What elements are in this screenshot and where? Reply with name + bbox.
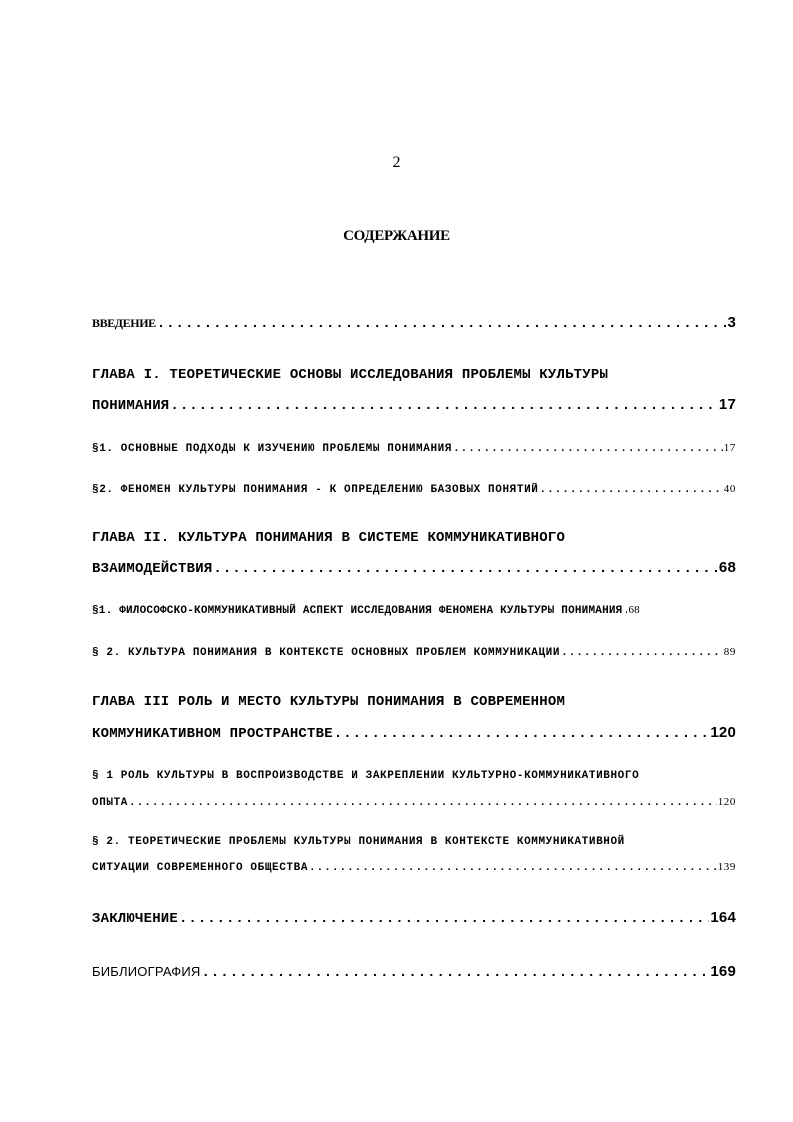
dot-leader (539, 484, 722, 496)
toc-section-3-1-line-1: § 1 РОЛЬ КУЛЬТУРЫ В ВОСПРОИЗВОДСТВЕ И ЗАКРЕПЛЕНИИ КУЛЬТУРНО-КОММУНИКАТИВНОГО (92, 770, 640, 782)
toc-entry-page: 3 (727, 314, 736, 331)
dot-leader (157, 316, 727, 332)
toc-section-2-1 (92, 604, 736, 617)
toc-chapter-2-line-1: ГЛАВА II. КУЛЬТУРА ПОНИМАНИЯ В СИСТЕМЕ КОММУНИКАТИВНОГО (92, 530, 566, 546)
toc-entry-page: 17 (718, 396, 736, 413)
toc-chapter-3-line-1: ГЛАВА III РОЛЬ И МЕСТО КУЛЬТУРЫ ПОНИМАНИЯ В СОВРЕМЕННОМ (92, 694, 566, 710)
toc-chapter-1-line-1: ГЛАВА I. ТЕОРЕТИЧЕСКИЕ ОСНОВЫ ИССЛЕДОВАНИЯ ПРОБЛЕМЫ КУЛЬТУРЫ (92, 367, 609, 383)
page-number: 2 (392, 154, 401, 171)
dot-leader (179, 911, 709, 927)
page-title: СОДЕРЖАНИЕ (343, 228, 450, 244)
toc-entry-bibliography (92, 963, 736, 981)
toc-entry-page: 89 (723, 646, 736, 658)
dot-leader (309, 862, 717, 874)
toc-section-3-2 (92, 861, 736, 874)
toc-entry-title: ПОНИМАНИЯ (92, 398, 170, 414)
toc-entry-title: ОПЫТА (92, 797, 129, 809)
dot-leader (170, 398, 717, 414)
toc-chapter-2 (92, 559, 736, 577)
toc-entry-page: 17 (723, 442, 736, 454)
toc-entry-title: КОММУНИКАТИВНОМ ПРОСТРАНСТВЕ (92, 726, 333, 742)
toc-chapter-1 (92, 396, 736, 414)
toc-entry-page: 169 (710, 963, 736, 980)
toc-entry-title: §1. ФИЛОСОФСКО-КОММУНИКАТИВНЫЙ АСПЕКТ ИССЛЕДОВАНИЯ ФЕНОМЕНА КУЛЬТУРЫ ПОНИМАНИЯ (92, 605, 623, 617)
dot-leader (202, 965, 710, 981)
toc-entry-title: §2. ФЕНОМЕН КУЛЬТУРЫ ПОНИМАНИЯ - К ОПРЕДЕЛЕНИЮ БАЗОВЫХ ПОНЯТИЙ (92, 484, 539, 496)
toc-entry-title: ВВЕДЕНИЕ (92, 316, 156, 330)
dot-leader (561, 647, 723, 659)
toc-chapter-3 (92, 724, 736, 742)
toc-entry-page: 68 (718, 559, 736, 576)
toc-section-2-2 (92, 646, 736, 659)
toc-entry-page: 40 (723, 483, 736, 495)
toc-entry-intro (92, 314, 736, 332)
toc-entry-page: 120 (717, 796, 736, 808)
toc-section-1-2 (92, 483, 736, 496)
toc-entry-page: 164 (710, 909, 736, 926)
toc-entry-page: 68 (628, 604, 640, 616)
dot-leader (213, 561, 717, 577)
toc-section-3-1 (92, 796, 736, 809)
toc-entry-title: §1. ОСНОВНЫЕ ПОДХОДЫ К ИЗУЧЕНИЮ ПРОБЛЕМЫ ПОНИМАНИЯ (92, 443, 453, 455)
toc-entry-page: 139 (717, 861, 736, 873)
dot-leader (334, 726, 710, 742)
toc-entry-title: ВЗАИМОДЕЙСТВИЯ (92, 561, 213, 577)
toc-entry-conclusion (92, 909, 736, 927)
toc-entry-title: БИБЛИОГРАФИЯ (92, 964, 201, 979)
toc-entry-page: 120 (710, 724, 736, 741)
toc-entry-title: § 2. КУЛЬТУРА ПОНИМАНИЯ В КОНТЕКСТЕ ОСНОВНЫХ ПРОБЛЕМ КОММУНИКАЦИИ (92, 647, 561, 659)
toc-entry-title: СИТУАЦИИ СОВРЕМЕННОГО ОБЩЕСТВА (92, 862, 309, 874)
dot-leader (453, 443, 723, 455)
dot-leader (623, 605, 627, 617)
dot-leader (129, 797, 717, 809)
toc-section-1-1 (92, 442, 736, 455)
toc-section-3-2-line-1: § 2. ТЕОРЕТИЧЕСКИЕ ПРОБЛЕМЫ КУЛЬТУРЫ ПОНИМАНИЯ В КОНТЕКСТЕ КОММУНИКАТИВНОЙ (92, 836, 625, 848)
toc-entry-title: ЗАКЛЮЧЕНИЕ (92, 911, 179, 927)
